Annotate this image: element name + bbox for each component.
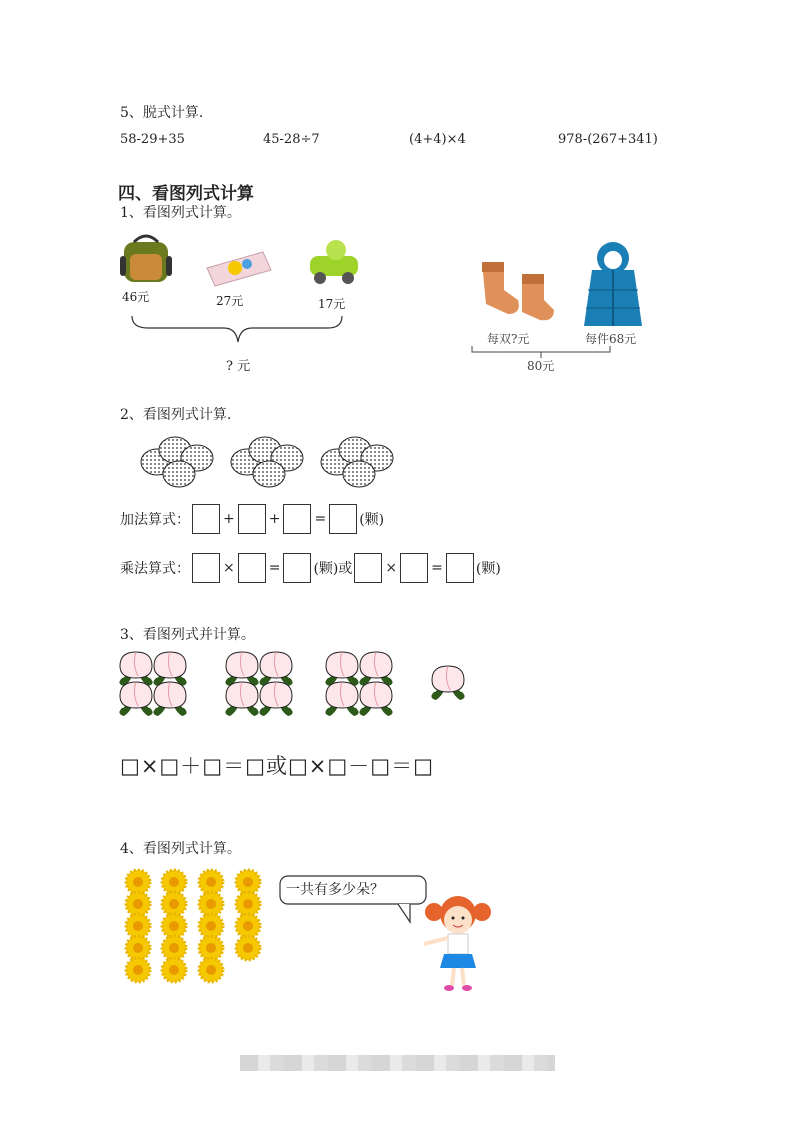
mul-unit-2: (颗) [475, 561, 501, 577]
times-sign: × [223, 560, 235, 576]
coat-label: 每件68元 [585, 332, 637, 346]
p1-total: ? 元 [226, 359, 251, 374]
times-sign: × [385, 560, 398, 576]
q5-expr-1: 58-29+35 [120, 132, 185, 147]
answer-box[interactable] [446, 553, 474, 583]
girl-icon [424, 896, 491, 991]
toy-car-icon [306, 236, 362, 286]
pencil-case-icon [205, 248, 273, 288]
bubble-text: 一共有多少朵？ [286, 882, 384, 898]
blurred-footer [240, 1055, 555, 1071]
answer-box[interactable] [354, 553, 382, 583]
answer-box[interactable] [283, 553, 311, 583]
q5-title: 5、脱式计算. [120, 105, 204, 121]
socks-icon [478, 260, 558, 322]
p4-title: 4、看图列式计算。 [120, 841, 241, 857]
socks-label: 每双?元 [487, 332, 530, 346]
answer-box[interactable] [400, 553, 428, 583]
strawberry-group-2 [231, 437, 303, 487]
equals-sign: = [431, 560, 443, 576]
peach-groups [118, 648, 478, 724]
plus-sign: + [268, 511, 281, 527]
equals-sign: = [314, 511, 327, 527]
right-total: 80元 [527, 359, 555, 373]
p3-formula: □×□＋□＝□或□×□－□＝□ [120, 754, 434, 778]
answer-box[interactable] [283, 504, 311, 534]
peach-group-1 [119, 652, 186, 716]
strawberry-groups [135, 432, 400, 492]
brace-left [128, 312, 348, 352]
q5-expr-3: (4+4)×4 [409, 132, 466, 147]
backpack-icon [118, 232, 174, 286]
p1-price-2: 27元 [216, 294, 244, 308]
p3-title: 3、看图列式并计算。 [120, 627, 255, 643]
or-word: 或 [338, 561, 353, 577]
p1-price-3: 17元 [318, 297, 346, 311]
peach-group-3 [325, 652, 392, 716]
p1-price-1: 46元 [122, 290, 150, 304]
addition-row [120, 504, 384, 534]
answer-box[interactable] [238, 504, 266, 534]
p1-title: 1、看图列式计算。 [120, 205, 241, 221]
single-peach [431, 666, 464, 700]
q5-expr-4: 978-(267+341) [558, 132, 658, 147]
add-label: 加法算式： [120, 512, 190, 528]
p2-title: 2、看图列式计算. [120, 407, 232, 423]
strawberry-group-3 [321, 437, 393, 487]
mul-unit-1: (颗) [313, 561, 339, 577]
q5-expr-2: 45-28÷7 [263, 132, 320, 147]
add-unit: (颗) [359, 512, 385, 528]
answer-box[interactable] [192, 553, 220, 583]
answer-box[interactable] [192, 504, 220, 534]
peach-group-2 [225, 652, 292, 716]
multiplication-row [120, 553, 501, 583]
equals-sign: = [268, 560, 281, 576]
section-heading: 四、看图列式计算 [118, 184, 254, 204]
strawberry-group-1 [141, 437, 213, 487]
answer-box[interactable] [238, 553, 266, 583]
answer-box[interactable] [329, 504, 357, 534]
flower-grid [126, 870, 260, 982]
plus-sign: + [223, 511, 235, 527]
mul-label: 乘法算式： [120, 561, 190, 577]
coat-icon [580, 240, 646, 328]
